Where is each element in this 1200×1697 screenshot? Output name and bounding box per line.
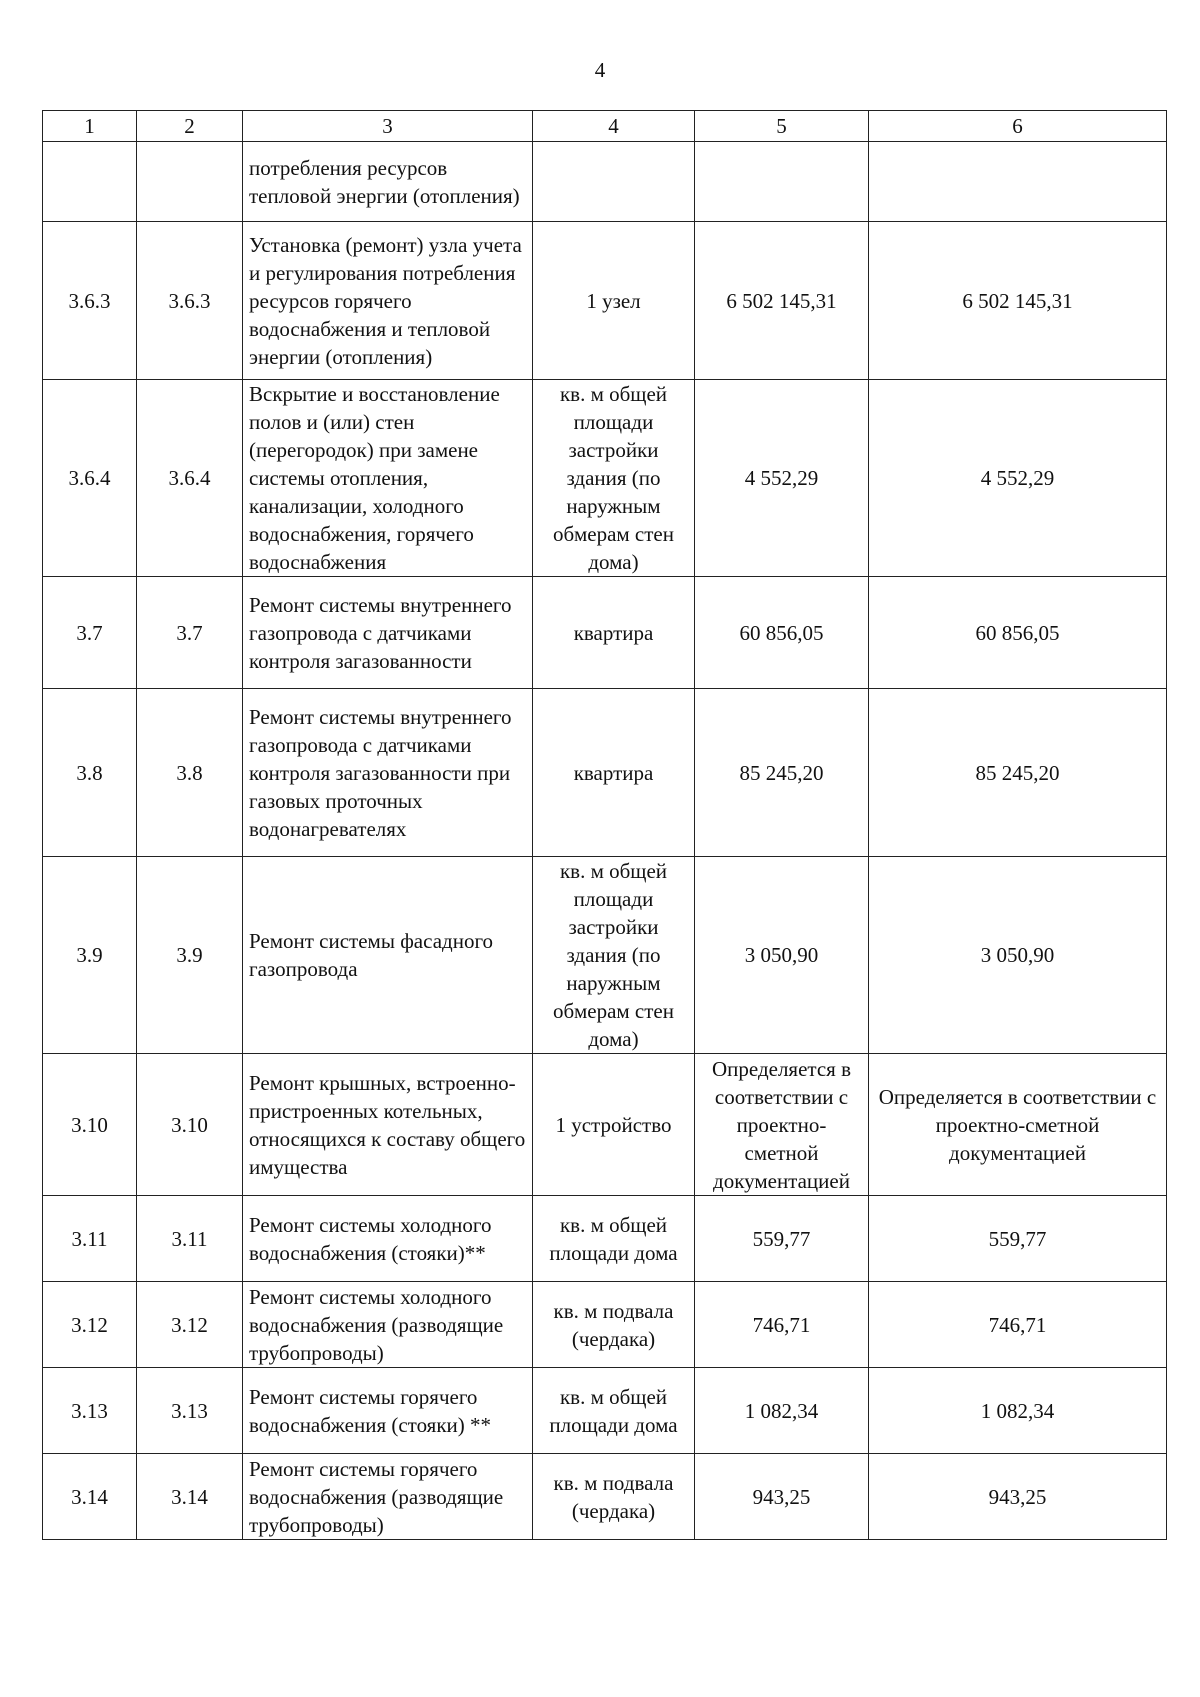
- max-cost-value: 746,71: [869, 1282, 1167, 1368]
- item-code: 3.11: [137, 1196, 243, 1282]
- work-name: Вскрытие и восстановление полов и (или) стен (перегородок) при замене системы отопления, канализации, холодного водоснабжения, горячего водоснабжения: [243, 380, 533, 577]
- work-name: Ремонт системы холодного водоснабжения (разводящие трубопроводы): [243, 1282, 533, 1368]
- header-cell-6: 6: [869, 111, 1167, 142]
- work-name: потребления ресурсов тепловой энергии (отопления): [243, 142, 533, 222]
- work-name: Ремонт системы холодного водоснабжения (стояки)**: [243, 1196, 533, 1282]
- row-number: 3.6.4: [43, 380, 137, 577]
- header-cell-4: 4: [533, 111, 695, 142]
- item-code: 3.8: [137, 689, 243, 857]
- max-cost-value: 6 502 145,31: [869, 222, 1167, 380]
- unit: кв. м общей площади дома: [533, 1368, 695, 1454]
- row-number: 3.14: [43, 1454, 137, 1540]
- cost-value: 559,77: [695, 1196, 869, 1282]
- item-code: 3.14: [137, 1454, 243, 1540]
- max-cost-value: Определяется в соответствии с проектно-сметной документацией: [869, 1054, 1167, 1196]
- item-code: 3.7: [137, 577, 243, 689]
- max-cost-value: 4 552,29: [869, 380, 1167, 577]
- table-row: [43, 380, 1167, 577]
- work-name: Ремонт системы горячего водоснабжения (стояки) **: [243, 1368, 533, 1454]
- unit: 1 узел: [533, 222, 695, 380]
- max-cost-value: 559,77: [869, 1196, 1167, 1282]
- row-number: 3.12: [43, 1282, 137, 1368]
- table-row: [43, 1196, 1167, 1282]
- table-row: [43, 222, 1167, 380]
- cost-value: 85 245,20: [695, 689, 869, 857]
- header-cell-1: 1: [43, 111, 137, 142]
- header-cell-5: 5: [695, 111, 869, 142]
- row-number: [43, 142, 137, 222]
- item-code: [137, 142, 243, 222]
- max-cost-value: 3 050,90: [869, 857, 1167, 1054]
- max-cost-value: [869, 142, 1167, 222]
- work-name: Ремонт крышных, встроенно-пристроенных котельных, относящихся к составу общего имущества: [243, 1054, 533, 1196]
- item-code: 3.9: [137, 857, 243, 1054]
- row-number: 3.13: [43, 1368, 137, 1454]
- cost-value: 3 050,90: [695, 857, 869, 1054]
- table-row: [43, 1454, 1167, 1540]
- item-code: 3.10: [137, 1054, 243, 1196]
- work-name: Ремонт системы горячего водоснабжения (разводящие трубопроводы): [243, 1454, 533, 1540]
- unit: 1 устройство: [533, 1054, 695, 1196]
- row-number: 3.9: [43, 857, 137, 1054]
- table-row: [43, 142, 1167, 222]
- table-row: [43, 1282, 1167, 1368]
- table-row: [43, 1368, 1167, 1454]
- item-code: 3.13: [137, 1368, 243, 1454]
- item-code: 3.12: [137, 1282, 243, 1368]
- work-name: Ремонт системы внутреннего газопровода с датчиками контроля загазованности при газовых проточных водонагревателях: [243, 689, 533, 857]
- table-row: [43, 689, 1167, 857]
- unit: кв. м общей площади застройки здания (по наружным обмерам стен дома): [533, 857, 695, 1054]
- work-name: Ремонт системы фасадного газопровода: [243, 857, 533, 1054]
- unit: [533, 142, 695, 222]
- max-cost-value: 943,25: [869, 1454, 1167, 1540]
- max-cost-value: 60 856,05: [869, 577, 1167, 689]
- table-row: [43, 857, 1167, 1054]
- cost-value: Определяется в соответствии с проектно-сметной документацией: [695, 1054, 869, 1196]
- max-cost-value: 1 082,34: [869, 1368, 1167, 1454]
- row-number: 3.8: [43, 689, 137, 857]
- cost-value: [695, 142, 869, 222]
- row-number: 3.6.3: [43, 222, 137, 380]
- page-number: 4: [594, 58, 606, 82]
- cost-value: 1 082,34: [695, 1368, 869, 1454]
- header-cell-2: 2: [137, 111, 243, 142]
- item-code: 3.6.4: [137, 380, 243, 577]
- item-code: 3.6.3: [137, 222, 243, 380]
- work-name: Ремонт системы внутреннего газопровода с датчиками контроля загазованности: [243, 577, 533, 689]
- cost-value: 943,25: [695, 1454, 869, 1540]
- unit: квартира: [533, 577, 695, 689]
- cost-value: 60 856,05: [695, 577, 869, 689]
- row-number: 3.10: [43, 1054, 137, 1196]
- cost-value: 746,71: [695, 1282, 869, 1368]
- cost-value: 6 502 145,31: [695, 222, 869, 380]
- unit: кв. м подвала (чердака): [533, 1454, 695, 1540]
- work-cost-table: [42, 110, 1167, 1540]
- row-number: 3.7: [43, 577, 137, 689]
- header-row: [43, 111, 1167, 142]
- table-row: [43, 1054, 1167, 1196]
- unit: кв. м общей площади застройки здания (по наружным обмерам стен дома): [533, 380, 695, 577]
- work-name: Установка (ремонт) узла учета и регулирования потребления ресурсов горячего водоснабжения и тепловой энергии (отопления): [243, 222, 533, 380]
- unit: кв. м подвала (чердака): [533, 1282, 695, 1368]
- unit: кв. м общей площади дома: [533, 1196, 695, 1282]
- cost-value: 4 552,29: [695, 380, 869, 577]
- unit: квартира: [533, 689, 695, 857]
- header-cell-3: 3: [243, 111, 533, 142]
- row-number: 3.11: [43, 1196, 137, 1282]
- max-cost-value: 85 245,20: [869, 689, 1167, 857]
- table-row: [43, 577, 1167, 689]
